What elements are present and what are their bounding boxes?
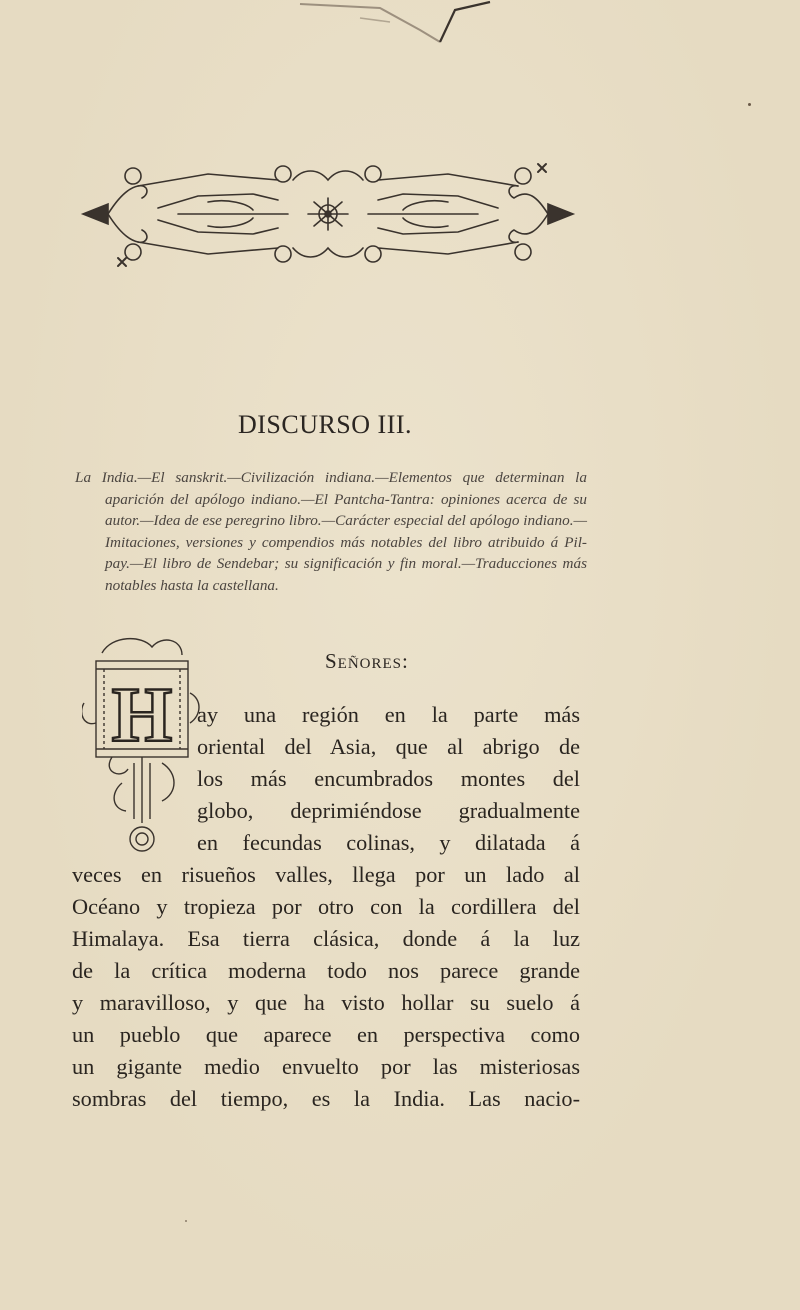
body-line: Himalaya. Esa tierra clásica, donde á la luz (72, 926, 580, 951)
body-line: sombras del tiempo, es la India. Las nacio- (72, 1086, 580, 1111)
chapter-summary (75, 467, 587, 597)
body-paragraph (72, 699, 580, 1115)
chapter-title: DISCURSO III. (237, 410, 413, 439)
body-line: los más encumbrados montes del (197, 766, 580, 791)
decorative-header-ornament (78, 158, 578, 270)
body-line: veces en risueños valles, llega por un lado al (72, 862, 580, 887)
speck (185, 1220, 187, 1222)
body-line: de la crítica moderna todo nos parece grande (72, 958, 580, 983)
body-line: un gigante medio envuelto por las misteriosas (72, 1054, 580, 1079)
body-line: en fecundas colinas, y dilatada á (197, 830, 580, 855)
body-line: Océano y tropieza por otro con la cordillera del (72, 894, 580, 919)
body-line: globo, deprimiéndose gradualmente (197, 798, 580, 823)
salutation: Señores: (325, 649, 409, 673)
body-line: ay una región en la parte más (197, 702, 580, 727)
body-line: oriental del Asia, que al abrigo de (197, 734, 580, 759)
summary-text: La India.—El sanskrit.—Civilización indiana.—Elementos que determinan la aparición del apólogo indiano.—El Pantcha-Tantra: opiniones acerca de su autor.—Idea de ese peregrino libro.—Carácter especial del apólogo indiano.—Imitaciones, versiones y compendios más notables del libro atribuido á Pil-pay.—El libro de Sendebar; su significación y fin moral.—Traducciones más notables hasta la castellana. (75, 469, 587, 594)
body-line: un pueblo que aparece en perspectiva como (72, 1022, 580, 1047)
initial-letter-glyph: H (111, 671, 173, 758)
speck (748, 103, 751, 106)
page-edge-mark (290, 0, 510, 50)
body-line: y maravilloso, y que ha visto hollar su suelo á (72, 990, 580, 1015)
